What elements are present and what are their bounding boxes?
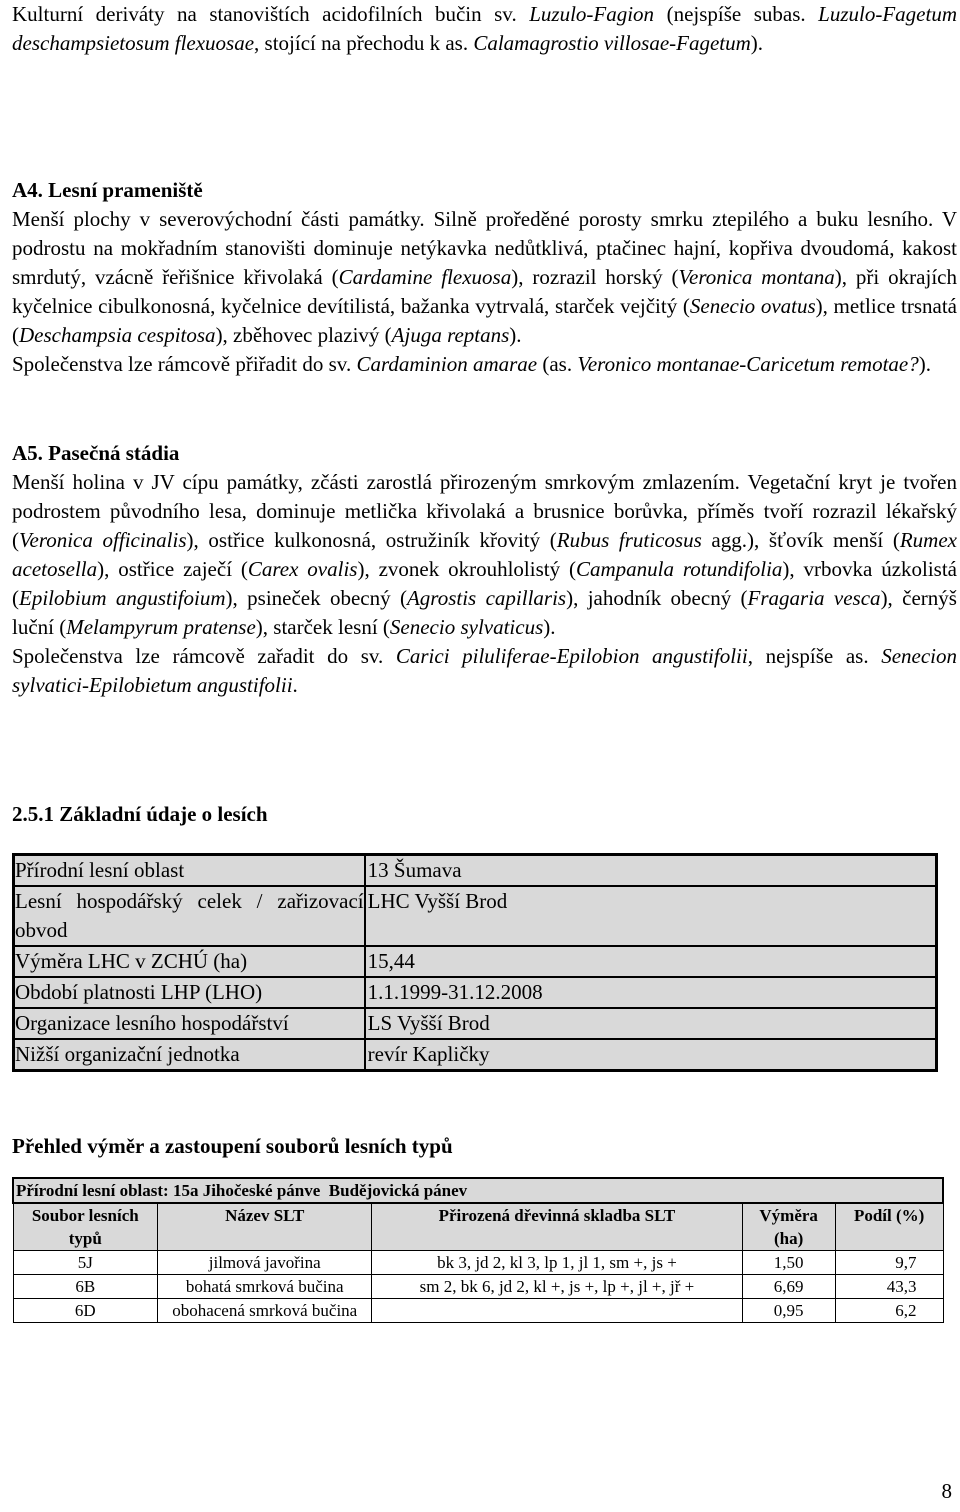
heading-number: A4. (12, 178, 43, 202)
table-value: LHC Vyšší Brod (365, 886, 937, 946)
a5-paragraph-1 (12, 468, 957, 642)
text: ), rozrazil horský ( (511, 265, 679, 289)
table-cell: bk 3, jd 2, kl 3, lp 1, jl 1, sm +, js + (372, 1251, 742, 1275)
latin-name: Calamagrostio villosae-Fagetum (473, 31, 751, 55)
text: ), ostřice zaječí ( (97, 557, 248, 581)
section-title: 2.5.1 Základní údaje o lesích (12, 802, 268, 826)
forest-types-table (12, 1177, 944, 1323)
table-cell: obohacená smrková bučina (158, 1299, 372, 1323)
text: ), ostřice kulkonosná, ostružiník křovitý ( (186, 528, 557, 552)
latin-name: Carex ovalis (247, 557, 358, 581)
column-header: Výměra (ha) (742, 1203, 835, 1251)
table-cell: 6,69 (742, 1275, 835, 1299)
text: ), psineček obecný ( (225, 586, 407, 610)
text: ), zvonek okrouhlolistý ( (357, 557, 576, 581)
text: ). (918, 352, 931, 376)
table-cell (372, 1299, 742, 1323)
text: ), černýš luční ( (12, 586, 957, 639)
latin-name: Luzulo-Fagion (529, 2, 655, 26)
latin-name: Rumex acetosella (12, 528, 957, 581)
text: ). (543, 615, 556, 639)
latin-name: Veronico montanae-Caricetum remotae? (577, 352, 919, 376)
table-value: 15,44 (365, 946, 937, 977)
table-cell: 9,7 (835, 1251, 943, 1275)
text: ). (750, 31, 764, 55)
text: (as. (537, 352, 578, 376)
table-value: revír Kapličky (365, 1039, 937, 1071)
text: (nejspíše subas. (654, 2, 819, 26)
text: Společenstva lze rámcově zařadit do sv. (12, 644, 396, 668)
intro-paragraph (12, 0, 957, 58)
table-cell: sm 2, bk 6, jd 2, kl +, js +, lp +, jl +, jř + (372, 1275, 742, 1299)
text: . (292, 673, 298, 697)
text: agg.), šťovík menší ( (701, 528, 900, 552)
region-label: Přírodní lesní oblast: 15a Jihočeské pánve Budějovická pánev (13, 1178, 943, 1203)
latin-name: Senecion sylvatici-Epilobietum angustifolii (12, 644, 957, 697)
column-header: Soubor lesních typů (13, 1203, 158, 1251)
table-row (13, 1251, 943, 1275)
table-cell: 0,95 (742, 1299, 835, 1323)
text: , nejspíše as. (747, 644, 882, 668)
latin-name: Epilobium angustifoium (19, 586, 226, 610)
latin-name: Cardamine flexuosa (338, 265, 512, 289)
table-key: Nižší organizační jednotka (14, 1039, 365, 1071)
a4-heading (12, 176, 957, 205)
latin-name: Luzulo-Fagetum deschampsietosum flexuosae (12, 2, 957, 55)
table-key: Přírodní lesní oblast (14, 855, 365, 887)
table-cell: 6,2 (835, 1299, 943, 1323)
latin-name: Veronica montana (678, 265, 835, 289)
table-value: 1.1.1999-31.12.2008 (365, 977, 937, 1008)
table-header-row (13, 1203, 943, 1251)
text: ), zběhovec plazivý ( (215, 323, 392, 347)
table-key: Lesní hospodářský celek / zařizovací obvod (14, 886, 365, 946)
latin-name: Cardaminion amarae (356, 352, 538, 376)
table-row (13, 1178, 943, 1203)
a4-paragraph-1 (12, 205, 957, 350)
page-content (12, 0, 957, 1323)
latin-name: Agrostis capillaris (406, 586, 567, 610)
text: Menší holina v JV cípu památky, zčásti zarostlá přirozeným smrkovým zmlazením. Vegetační kryt je tvořen podrostem původního lesa, dominuje metlička křivolaká a brusnice borůvka, příměs tvoří rozrazil lékařský ( (12, 470, 957, 552)
latin-name: Rubus fruticosus (556, 528, 702, 552)
a4-paragraph-2 (12, 350, 957, 379)
table-row (14, 886, 937, 946)
text: ). (509, 323, 522, 347)
text: Menší plochy v severovýchodní části památky. Silně proředěné porosty smrku ztepilého a buku lesního. V podrostu na mokřadním stanovišti dominuje netýkavka nedůtklivá, ptačinec hajní, kopřiva dvoudomá, kakost smrdutý, vzácně řeřišnice křivolaká ( (12, 207, 957, 289)
text: ), vrbovka úzkolistá ( (12, 557, 958, 610)
table-row (13, 1275, 943, 1299)
table-key: Organizace lesního hospodářství (14, 1008, 365, 1039)
column-header: Přirozená dřevinná skladba SLT (372, 1203, 742, 1251)
table-value: 13 Šumava (365, 855, 937, 887)
table-cell: 1,50 (742, 1251, 835, 1275)
heading-title: Pasečná stádia (48, 441, 180, 465)
latin-name: Campanula rotundifolia (575, 557, 783, 581)
heading-title: Lesní prameniště (48, 178, 203, 202)
table-cell: 43,3 (835, 1275, 943, 1299)
column-header: Podíl (%) (835, 1203, 943, 1251)
text: Kulturní deriváty na stanovištích acidofilních bučin sv. (12, 2, 530, 26)
basic-forest-info-table (12, 853, 938, 1072)
latin-name: Senecio sylvaticus (389, 615, 544, 639)
table-cell: bohatá smrková bučina (158, 1275, 372, 1299)
table-cell: 6B (13, 1275, 158, 1299)
latin-name: Ajuga reptans (391, 323, 510, 347)
text: , stojící na přechodu k as. (254, 31, 474, 55)
table-row (14, 946, 937, 977)
table-cell: 5J (13, 1251, 158, 1275)
text: Společenstva lze rámcově přiřadit do sv. (12, 352, 357, 376)
latin-name: Senecio ovatus (689, 294, 816, 318)
a5-paragraph-2 (12, 642, 957, 700)
text: ), při okrajích kyčelnice cibulkonosná, kyčelnice devítilistá, bažanka vytrvalá, starček vejčitý ( (12, 265, 957, 318)
text: ), metlice trsnatá ( (12, 294, 957, 347)
column-header: Název SLT (158, 1203, 372, 1251)
table-row (14, 1039, 937, 1071)
text: ), starček lesní ( (255, 615, 390, 639)
latin-name: Deschampsia cespitosa (19, 323, 216, 347)
table-row (14, 855, 937, 887)
latin-name: Melampyrum pratense (66, 615, 256, 639)
table-key: Období platnosti LHP (LHO) (14, 977, 365, 1008)
table-cell: jilmová javořina (158, 1251, 372, 1275)
heading-number: A5. (12, 441, 43, 465)
table-row (13, 1299, 943, 1323)
table-cell: 6D (13, 1299, 158, 1323)
table-row (14, 977, 937, 1008)
page-number: 8 (941, 1479, 952, 1503)
overview-title: Přehled výměr a zastoupení souborů lesních typů (12, 1134, 453, 1158)
table-key: Výměra LHC v ZCHÚ (ha) (14, 946, 365, 977)
table-value: LS Vyšší Brod (365, 1008, 937, 1039)
latin-name: Carici piluliferae-Epilobion angustifolii (395, 644, 748, 668)
latin-name: Veronica officinalis (19, 528, 187, 552)
text: ), jahodník obecný ( (566, 586, 748, 610)
table-row (14, 1008, 937, 1039)
a5-heading (12, 439, 957, 468)
latin-name: Fragaria vesca (747, 586, 881, 610)
